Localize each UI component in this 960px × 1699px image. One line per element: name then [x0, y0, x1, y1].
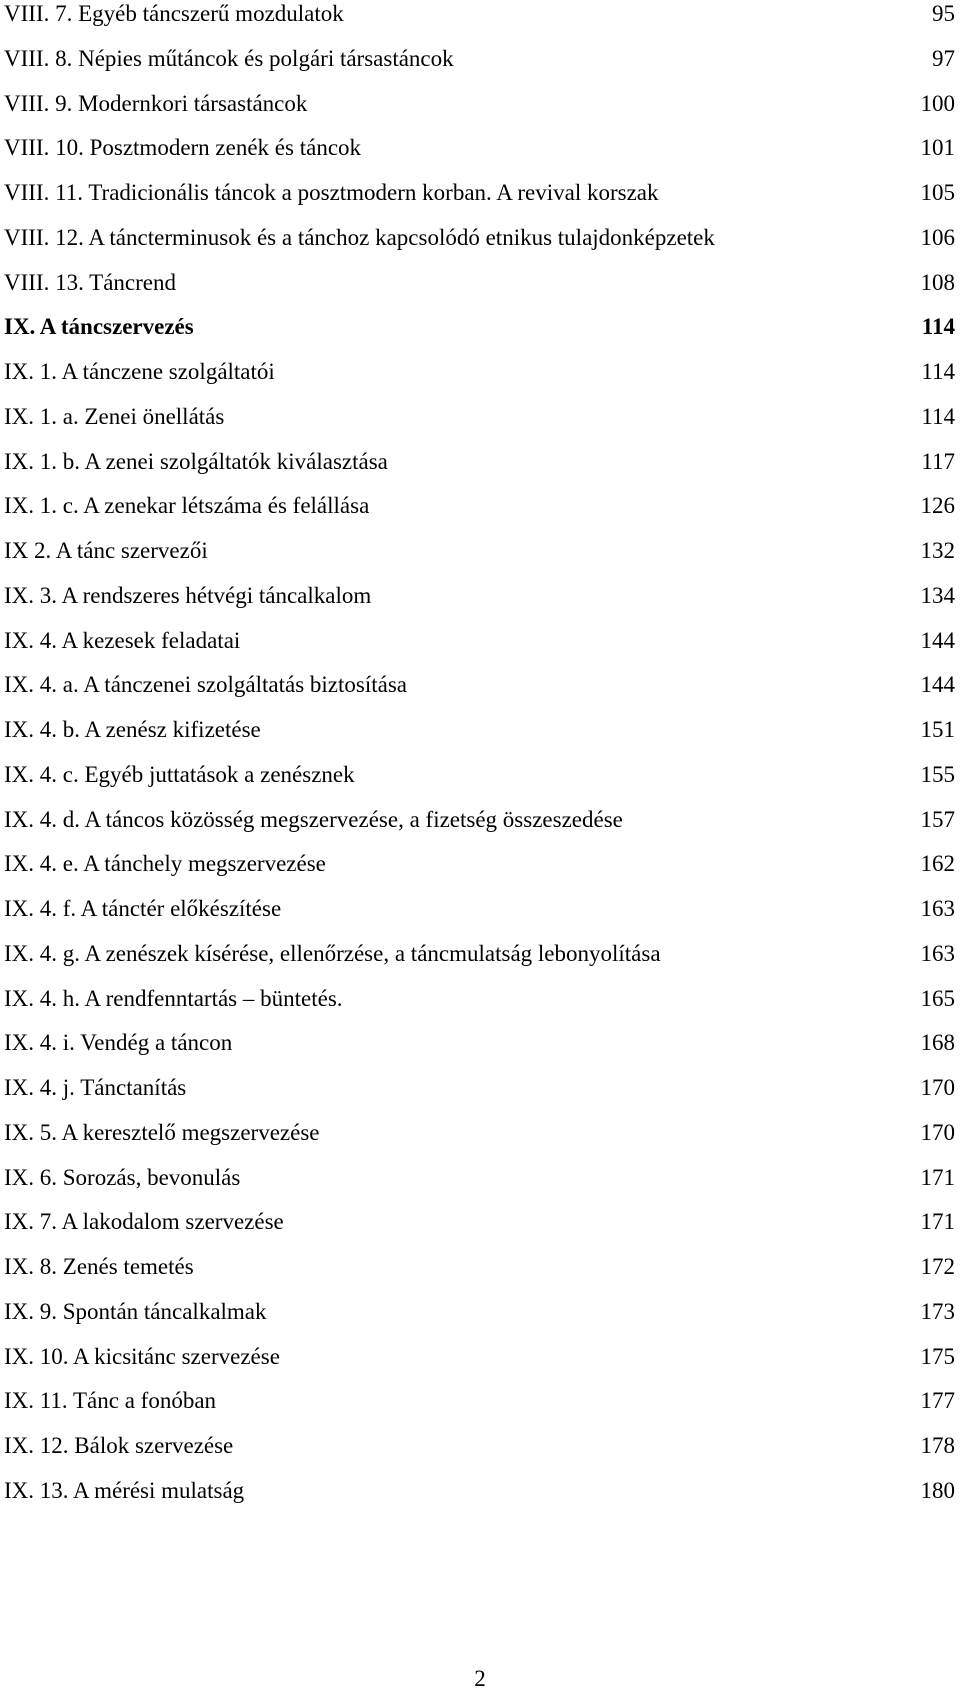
- toc-entry: [0, 1290, 960, 1334]
- toc-entry-page: 163: [920, 940, 955, 966]
- toc-entry-page: 134: [920, 582, 955, 608]
- toc-entry: [0, 1066, 960, 1110]
- toc-entry-title: VIII. 13. Táncrend: [4, 269, 177, 295]
- toc-entry-page: 171: [920, 1209, 955, 1235]
- toc-entry-title: IX. 7. A lakodalom szervezése: [4, 1209, 284, 1235]
- toc-entry-page: 144: [920, 672, 955, 698]
- toc-entry-page: 175: [920, 1343, 955, 1369]
- toc-entry: [0, 1379, 960, 1423]
- toc-entry-page: 108: [920, 269, 955, 295]
- toc-entry: [0, 171, 960, 215]
- toc-entry-page: 170: [920, 1119, 955, 1145]
- toc-entry-page: 95: [932, 1, 955, 26]
- toc-entry-title: IX. 1. c. A zenekar létszáma és felállása: [4, 493, 370, 519]
- toc-entry-page: 114: [921, 403, 955, 429]
- toc-entry-page: 168: [920, 1030, 955, 1056]
- toc-entry: [0, 798, 960, 842]
- toc-entry: [0, 1200, 960, 1244]
- toc-entry-page: 173: [920, 1298, 955, 1324]
- toc-entry: [0, 663, 960, 707]
- toc-entry-title: IX 2. A tánc szervezői: [4, 538, 208, 563]
- toc-entry-page: 132: [920, 538, 955, 563]
- toc-entry-title: IX. 4. c. Egyéb juttatások a zenésznek: [4, 761, 355, 787]
- toc-entry: [0, 261, 960, 305]
- toc-entry-page: 162: [920, 851, 955, 877]
- toc-entry-title: IX. 4. j. Tánctanítás: [4, 1075, 187, 1100]
- toc-entry-page: 117: [921, 448, 955, 474]
- toc-entry: [0, 395, 960, 439]
- toc-entry-title: IX. 1. b. A zenei szolgáltatók kiválasztása: [4, 448, 388, 474]
- toc-entry-page: 101: [920, 135, 955, 161]
- toc-entry: [0, 0, 960, 36]
- toc-entry-title: IX. 6. Sorozás, bevonulás: [4, 1164, 241, 1190]
- toc-entry-title: IX. 4. A kezesek feladatai: [4, 627, 241, 653]
- toc-entry: [0, 305, 960, 349]
- toc-entry: [0, 529, 960, 573]
- toc-entry: [0, 37, 960, 81]
- toc-entry-title: IX. 10. A kicsitánc szervezése: [4, 1343, 280, 1369]
- toc-entry-title: IX. 11. Tánc a fonóban: [4, 1388, 217, 1414]
- toc-entry-title: VIII. 11. Tradicionális táncok a posztmodern korban. A revival korszak: [4, 180, 659, 205]
- toc-entry: [0, 350, 960, 394]
- toc-entry-page: 172: [920, 1254, 955, 1279]
- toc-entry-title: VIII. 8. Népies műtáncok és polgári társastáncok: [4, 45, 454, 71]
- toc-entry-title: IX. 1. a. Zenei önellátás: [4, 403, 225, 429]
- toc-entry: [0, 1111, 960, 1155]
- toc-entry-title: VIII. 12. A táncterminusok és a tánchoz kapcsolódó etnikus tulajdonképzetek: [4, 224, 715, 250]
- toc-entry-title: IX. 8. Zenés temetés: [4, 1254, 194, 1279]
- toc-entry: [0, 753, 960, 797]
- toc-entry-title: IX. 4. g. A zenészek kísérése, ellenőrzése, a táncmulatság lebonyolítása: [4, 940, 661, 966]
- toc-entry-page: 114: [921, 314, 955, 340]
- toc-entry: [0, 440, 960, 484]
- toc-entry-page: 180: [920, 1477, 955, 1503]
- toc-entry-page: 126: [920, 493, 955, 519]
- toc-entry-title: IX. 4. i. Vendég a táncon: [4, 1030, 233, 1056]
- toc-entry-title: IX. 4. h. A rendfenntartás – büntetés.: [4, 985, 343, 1011]
- toc-entry-title: IX. 9. Spontán táncalkalmak: [4, 1298, 267, 1324]
- toc-entry-title: IX. 4. d. A táncos közösség megszervezése, a fizetség összeszedése: [4, 806, 623, 832]
- toc-entry: [0, 1335, 960, 1379]
- toc-entry-page: 165: [920, 985, 955, 1011]
- toc-entry-page: 114: [921, 359, 955, 384]
- toc-entry-title: VIII. 7. Egyéb táncszerű mozdulatok: [4, 1, 344, 26]
- toc-entry: [0, 1469, 960, 1513]
- toc-entry-page: 100: [920, 90, 955, 116]
- toc-entry-page: 155: [920, 761, 955, 787]
- toc-entry: [0, 842, 960, 886]
- toc-entry: [0, 216, 960, 260]
- toc-entry: [0, 977, 960, 1021]
- toc-entry-title: IX. A táncszervezés: [4, 314, 194, 340]
- toc-entry-title: IX. 4. e. A tánchely megszervezése: [4, 851, 326, 877]
- toc-entry-title: IX. 4. b. A zenész kifizetése: [4, 717, 261, 742]
- toc-entry-title: IX. 12. Bálok szervezése: [4, 1433, 234, 1458]
- toc-entry-page: 151: [920, 717, 955, 742]
- toc-entry: [0, 126, 960, 170]
- toc-entry-page: 171: [920, 1164, 955, 1190]
- toc-entry-page: 144: [920, 627, 955, 653]
- toc-entry: [0, 484, 960, 528]
- toc-entry-title: IX. 5. A keresztelő megszervezése: [4, 1119, 320, 1145]
- toc-entry: [0, 932, 960, 976]
- toc-entry-page: 170: [920, 1075, 955, 1100]
- toc-entry-title: IX. 3. A rendszeres hétvégi táncalkalom: [4, 582, 372, 608]
- toc-entry-title: IX. 4. a. A tánczenei szolgáltatás biztosítása: [4, 672, 408, 698]
- toc-entry-title: VIII. 9. Modernkori társastáncok: [4, 90, 308, 116]
- toc-entry-page: 157: [920, 806, 955, 832]
- toc-entry-page: 105: [920, 180, 955, 205]
- toc-entry-title: IX. 4. f. A tánctér előkészítése: [4, 896, 282, 921]
- toc-entry-page: 177: [920, 1388, 955, 1414]
- toc-entry-page: 178: [920, 1433, 955, 1458]
- toc-entry-page: 163: [920, 896, 955, 921]
- toc-entry: [0, 619, 960, 663]
- toc-entry: [0, 1245, 960, 1289]
- toc-entry: [0, 708, 960, 752]
- toc-entry-title: VIII. 10. Posztmodern zenék és táncok: [4, 135, 362, 161]
- toc-entry-title: IX. 1. A tánczene szolgáltatói: [4, 359, 275, 384]
- toc-entry-page: 106: [920, 224, 955, 250]
- toc-entry: [0, 1021, 960, 1065]
- toc-entry: [0, 82, 960, 126]
- toc-entry-page: 97: [932, 45, 955, 71]
- toc-entry: [0, 887, 960, 931]
- toc-entry-title: IX. 13. A mérési mulatság: [4, 1477, 245, 1503]
- toc-entry: [0, 1156, 960, 1200]
- toc-entry: [0, 1424, 960, 1468]
- page-number: 2: [474, 1666, 486, 1691]
- toc-entry: [0, 574, 960, 618]
